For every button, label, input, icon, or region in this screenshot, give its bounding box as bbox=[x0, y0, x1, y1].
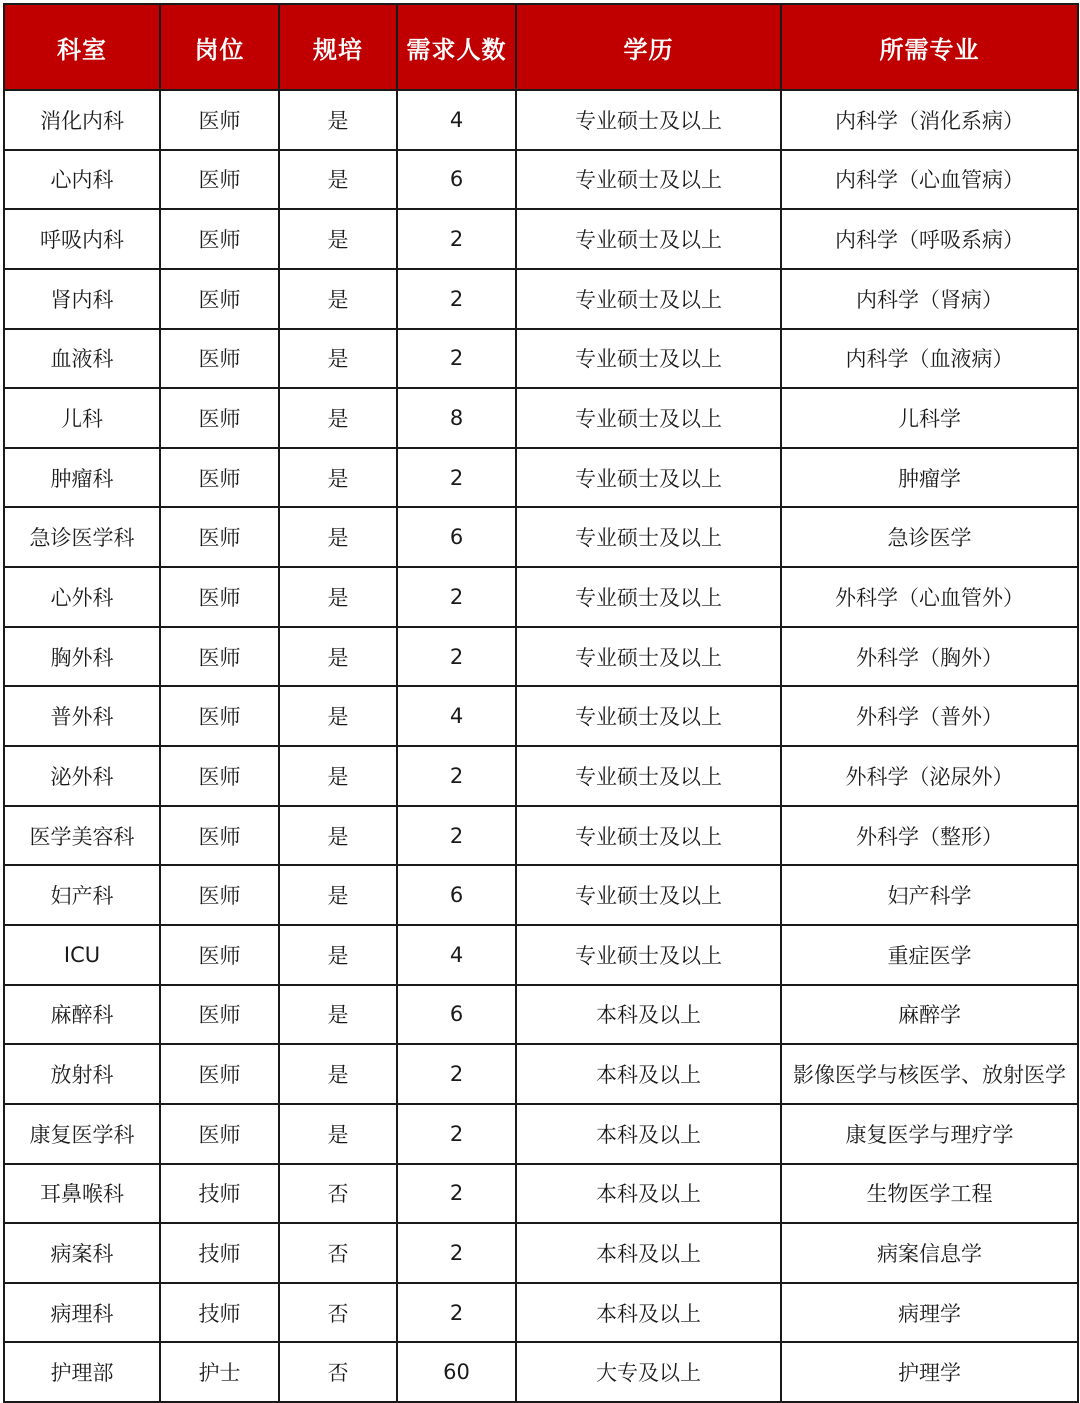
header-education: 学历 bbox=[516, 4, 781, 90]
cell-department: 医学美容科 bbox=[4, 806, 160, 866]
cell-headcount: 2 bbox=[397, 567, 516, 627]
table-row bbox=[4, 507, 1078, 567]
cell-headcount: 4 bbox=[397, 90, 516, 150]
table-row bbox=[4, 1283, 1078, 1343]
cell-headcount: 6 bbox=[397, 985, 516, 1045]
cell-headcount: 2 bbox=[397, 746, 516, 806]
cell-department: 病理科 bbox=[4, 1283, 160, 1343]
cell-residency-training: 是 bbox=[279, 150, 397, 210]
cell-position: 医师 bbox=[160, 1044, 279, 1104]
cell-residency-training: 是 bbox=[279, 209, 397, 269]
cell-headcount: 4 bbox=[397, 686, 516, 746]
cell-required-major: 护理学 bbox=[781, 1342, 1078, 1402]
cell-education: 专业硕士及以上 bbox=[516, 329, 781, 389]
cell-required-major: 影像医学与核医学、放射医学 bbox=[781, 1044, 1078, 1104]
recruitment-table-container bbox=[3, 3, 1077, 1403]
cell-residency-training: 是 bbox=[279, 865, 397, 925]
cell-required-major: 外科学（普外） bbox=[781, 686, 1078, 746]
table-row bbox=[4, 150, 1078, 210]
cell-residency-training: 是 bbox=[279, 448, 397, 508]
cell-residency-training: 是 bbox=[279, 388, 397, 448]
cell-department: 护理部 bbox=[4, 1342, 160, 1402]
cell-education: 本科及以上 bbox=[516, 1223, 781, 1283]
cell-position: 医师 bbox=[160, 627, 279, 687]
cell-headcount: 60 bbox=[397, 1342, 516, 1402]
cell-residency-training: 是 bbox=[279, 507, 397, 567]
cell-position: 医师 bbox=[160, 1104, 279, 1164]
cell-position: 医师 bbox=[160, 448, 279, 508]
cell-position: 医师 bbox=[160, 388, 279, 448]
cell-position: 技师 bbox=[160, 1283, 279, 1343]
cell-department: 血液科 bbox=[4, 329, 160, 389]
cell-headcount: 2 bbox=[397, 1164, 516, 1224]
cell-headcount: 2 bbox=[397, 1223, 516, 1283]
cell-residency-training: 是 bbox=[279, 925, 397, 985]
cell-position: 医师 bbox=[160, 925, 279, 985]
cell-department: 肿瘤科 bbox=[4, 448, 160, 508]
cell-education: 专业硕士及以上 bbox=[516, 746, 781, 806]
cell-position: 医师 bbox=[160, 150, 279, 210]
table-row bbox=[4, 806, 1078, 866]
table-body bbox=[4, 90, 1078, 1402]
cell-headcount: 2 bbox=[397, 448, 516, 508]
cell-position: 医师 bbox=[160, 329, 279, 389]
table-row bbox=[4, 985, 1078, 1045]
cell-headcount: 4 bbox=[397, 925, 516, 985]
cell-residency-training: 是 bbox=[279, 329, 397, 389]
table-row bbox=[4, 90, 1078, 150]
table-row bbox=[4, 388, 1078, 448]
table-row bbox=[4, 1044, 1078, 1104]
cell-education: 本科及以上 bbox=[516, 1283, 781, 1343]
cell-position: 医师 bbox=[160, 806, 279, 866]
cell-education: 专业硕士及以上 bbox=[516, 865, 781, 925]
cell-education: 专业硕士及以上 bbox=[516, 209, 781, 269]
cell-department: ICU bbox=[4, 925, 160, 985]
cell-position: 医师 bbox=[160, 985, 279, 1045]
cell-education: 专业硕士及以上 bbox=[516, 90, 781, 150]
cell-education: 本科及以上 bbox=[516, 1164, 781, 1224]
cell-position: 医师 bbox=[160, 507, 279, 567]
cell-education: 专业硕士及以上 bbox=[516, 507, 781, 567]
cell-department: 消化内科 bbox=[4, 90, 160, 150]
table-row bbox=[4, 865, 1078, 925]
table-row bbox=[4, 1104, 1078, 1164]
cell-residency-training: 是 bbox=[279, 567, 397, 627]
cell-position: 护士 bbox=[160, 1342, 279, 1402]
table-row bbox=[4, 209, 1078, 269]
cell-education: 大专及以上 bbox=[516, 1342, 781, 1402]
cell-headcount: 6 bbox=[397, 150, 516, 210]
cell-residency-training: 是 bbox=[279, 627, 397, 687]
cell-department: 胸外科 bbox=[4, 627, 160, 687]
cell-required-major: 儿科学 bbox=[781, 388, 1078, 448]
cell-required-major: 妇产科学 bbox=[781, 865, 1078, 925]
cell-position: 医师 bbox=[160, 269, 279, 329]
cell-education: 本科及以上 bbox=[516, 985, 781, 1045]
cell-residency-training: 否 bbox=[279, 1342, 397, 1402]
cell-headcount: 2 bbox=[397, 1044, 516, 1104]
cell-required-major: 生物医学工程 bbox=[781, 1164, 1078, 1224]
cell-headcount: 2 bbox=[397, 329, 516, 389]
cell-headcount: 2 bbox=[397, 627, 516, 687]
cell-position: 医师 bbox=[160, 865, 279, 925]
cell-headcount: 2 bbox=[397, 1104, 516, 1164]
cell-required-major: 内科学（消化系病） bbox=[781, 90, 1078, 150]
cell-department: 耳鼻喉科 bbox=[4, 1164, 160, 1224]
cell-education: 专业硕士及以上 bbox=[516, 269, 781, 329]
table-row bbox=[4, 329, 1078, 389]
cell-headcount: 6 bbox=[397, 507, 516, 567]
table-header-row bbox=[4, 4, 1078, 90]
cell-required-major: 麻醉学 bbox=[781, 985, 1078, 1045]
table-row bbox=[4, 1342, 1078, 1402]
table-row bbox=[4, 1223, 1078, 1283]
cell-residency-training: 否 bbox=[279, 1164, 397, 1224]
cell-headcount: 2 bbox=[397, 1283, 516, 1343]
cell-residency-training: 是 bbox=[279, 746, 397, 806]
table-row bbox=[4, 567, 1078, 627]
cell-position: 医师 bbox=[160, 746, 279, 806]
cell-headcount: 2 bbox=[397, 269, 516, 329]
cell-position: 医师 bbox=[160, 686, 279, 746]
cell-residency-training: 是 bbox=[279, 806, 397, 866]
cell-department: 麻醉科 bbox=[4, 985, 160, 1045]
cell-required-major: 外科学（胸外） bbox=[781, 627, 1078, 687]
table-row bbox=[4, 746, 1078, 806]
cell-department: 病案科 bbox=[4, 1223, 160, 1283]
recruitment-table bbox=[3, 3, 1079, 1403]
header-position: 岗位 bbox=[160, 4, 279, 90]
cell-headcount: 2 bbox=[397, 806, 516, 866]
cell-headcount: 8 bbox=[397, 388, 516, 448]
cell-required-major: 病案信息学 bbox=[781, 1223, 1078, 1283]
cell-required-major: 重症医学 bbox=[781, 925, 1078, 985]
table-row bbox=[4, 1164, 1078, 1224]
header-required-major: 所需专业 bbox=[781, 4, 1078, 90]
header-headcount: 需求人数 bbox=[397, 4, 516, 90]
cell-department: 急诊医学科 bbox=[4, 507, 160, 567]
cell-residency-training: 否 bbox=[279, 1223, 397, 1283]
cell-education: 专业硕士及以上 bbox=[516, 627, 781, 687]
cell-education: 专业硕士及以上 bbox=[516, 806, 781, 866]
header-residency-training: 规培 bbox=[279, 4, 397, 90]
cell-education: 专业硕士及以上 bbox=[516, 448, 781, 508]
cell-education: 本科及以上 bbox=[516, 1104, 781, 1164]
table-row bbox=[4, 925, 1078, 985]
cell-department: 康复医学科 bbox=[4, 1104, 160, 1164]
cell-education: 专业硕士及以上 bbox=[516, 686, 781, 746]
cell-required-major: 外科学（整形） bbox=[781, 806, 1078, 866]
cell-required-major: 急诊医学 bbox=[781, 507, 1078, 567]
cell-department: 普外科 bbox=[4, 686, 160, 746]
table-row bbox=[4, 627, 1078, 687]
cell-position: 技师 bbox=[160, 1164, 279, 1224]
cell-department: 呼吸内科 bbox=[4, 209, 160, 269]
cell-department: 心外科 bbox=[4, 567, 160, 627]
cell-position: 医师 bbox=[160, 567, 279, 627]
table-row bbox=[4, 448, 1078, 508]
cell-position: 技师 bbox=[160, 1223, 279, 1283]
cell-department: 妇产科 bbox=[4, 865, 160, 925]
cell-required-major: 内科学（肾病） bbox=[781, 269, 1078, 329]
cell-department: 儿科 bbox=[4, 388, 160, 448]
cell-education: 本科及以上 bbox=[516, 1044, 781, 1104]
cell-department: 放射科 bbox=[4, 1044, 160, 1104]
cell-department: 泌外科 bbox=[4, 746, 160, 806]
cell-required-major: 内科学（心血管病） bbox=[781, 150, 1078, 210]
cell-education: 专业硕士及以上 bbox=[516, 388, 781, 448]
cell-department: 肾内科 bbox=[4, 269, 160, 329]
cell-residency-training: 是 bbox=[279, 1104, 397, 1164]
cell-required-major: 病理学 bbox=[781, 1283, 1078, 1343]
cell-education: 专业硕士及以上 bbox=[516, 567, 781, 627]
cell-required-major: 外科学（泌尿外） bbox=[781, 746, 1078, 806]
cell-required-major: 内科学（呼吸系病） bbox=[781, 209, 1078, 269]
cell-residency-training: 是 bbox=[279, 985, 397, 1045]
table-row bbox=[4, 686, 1078, 746]
cell-headcount: 6 bbox=[397, 865, 516, 925]
cell-education: 专业硕士及以上 bbox=[516, 150, 781, 210]
cell-residency-training: 是 bbox=[279, 1044, 397, 1104]
cell-department: 心内科 bbox=[4, 150, 160, 210]
cell-required-major: 康复医学与理疗学 bbox=[781, 1104, 1078, 1164]
cell-residency-training: 是 bbox=[279, 90, 397, 150]
cell-residency-training: 否 bbox=[279, 1283, 397, 1343]
cell-required-major: 肿瘤学 bbox=[781, 448, 1078, 508]
table-row bbox=[4, 269, 1078, 329]
cell-position: 医师 bbox=[160, 90, 279, 150]
cell-required-major: 内科学（血液病） bbox=[781, 329, 1078, 389]
cell-residency-training: 是 bbox=[279, 269, 397, 329]
cell-headcount: 2 bbox=[397, 209, 516, 269]
cell-position: 医师 bbox=[160, 209, 279, 269]
cell-required-major: 外科学（心血管外） bbox=[781, 567, 1078, 627]
header-department: 科室 bbox=[4, 4, 160, 90]
cell-education: 专业硕士及以上 bbox=[516, 925, 781, 985]
cell-residency-training: 是 bbox=[279, 686, 397, 746]
